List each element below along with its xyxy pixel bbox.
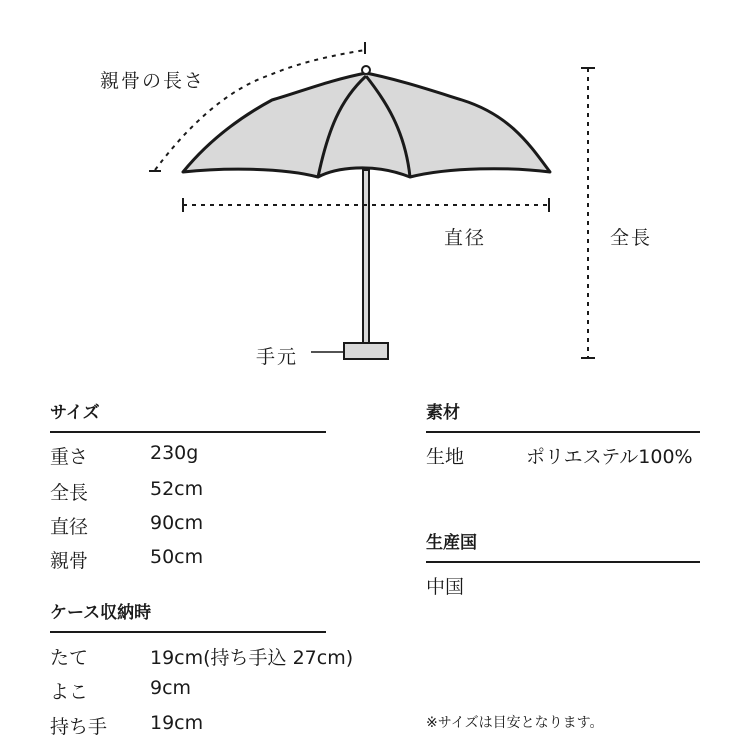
size-row-label: 直径	[50, 516, 89, 538]
material-row-label: 生地	[426, 446, 465, 468]
size-row-value: 50cm	[150, 546, 204, 568]
origin-value: 中国	[426, 576, 465, 598]
case-row-label: たて	[50, 647, 89, 669]
size-row-value: 52cm	[150, 478, 204, 500]
case-row-value: 9cm	[150, 677, 192, 699]
size-row-total-length	[50, 478, 204, 505]
size-row-label: 全長	[50, 482, 89, 504]
case-row-height	[50, 643, 354, 670]
diameter-label: 直径	[444, 227, 487, 249]
rib-length-label: 親骨の長さ	[100, 70, 206, 92]
material-row-fabric	[426, 442, 693, 469]
case-row-width	[50, 677, 192, 704]
case-row-value: 19cm(持ち手込 27cm)	[150, 647, 354, 669]
umbrella-tip	[362, 66, 370, 74]
size-row-label: 親骨	[50, 550, 89, 572]
total-length-label: 全長	[610, 227, 653, 249]
material-section-title: 素材	[426, 398, 700, 433]
umbrella-canopy	[183, 73, 550, 177]
umbrella-shaft	[363, 170, 369, 345]
case-section-title: ケース収納時	[50, 598, 326, 633]
case-row-label: よこ	[50, 681, 89, 703]
size-disclaimer-note: ※サイズは目安となります。	[426, 715, 604, 731]
size-row-diameter	[50, 512, 204, 539]
size-row-weight	[50, 442, 199, 469]
size-row-value: 230g	[150, 442, 199, 464]
umbrella-handle	[344, 343, 388, 359]
case-row-value: 19cm	[150, 712, 204, 734]
case-row-handle	[50, 712, 204, 739]
size-section-title: サイズ	[50, 398, 326, 433]
size-row-value: 90cm	[150, 512, 204, 534]
size-row-rib	[50, 546, 204, 573]
case-row-label: 持ち手	[50, 716, 108, 738]
size-row-label: 重さ	[50, 446, 89, 468]
material-row-value: ポリエステル100%	[526, 446, 693, 468]
origin-section-title: 生産国	[426, 528, 700, 563]
handle-label: 手元	[256, 346, 299, 368]
